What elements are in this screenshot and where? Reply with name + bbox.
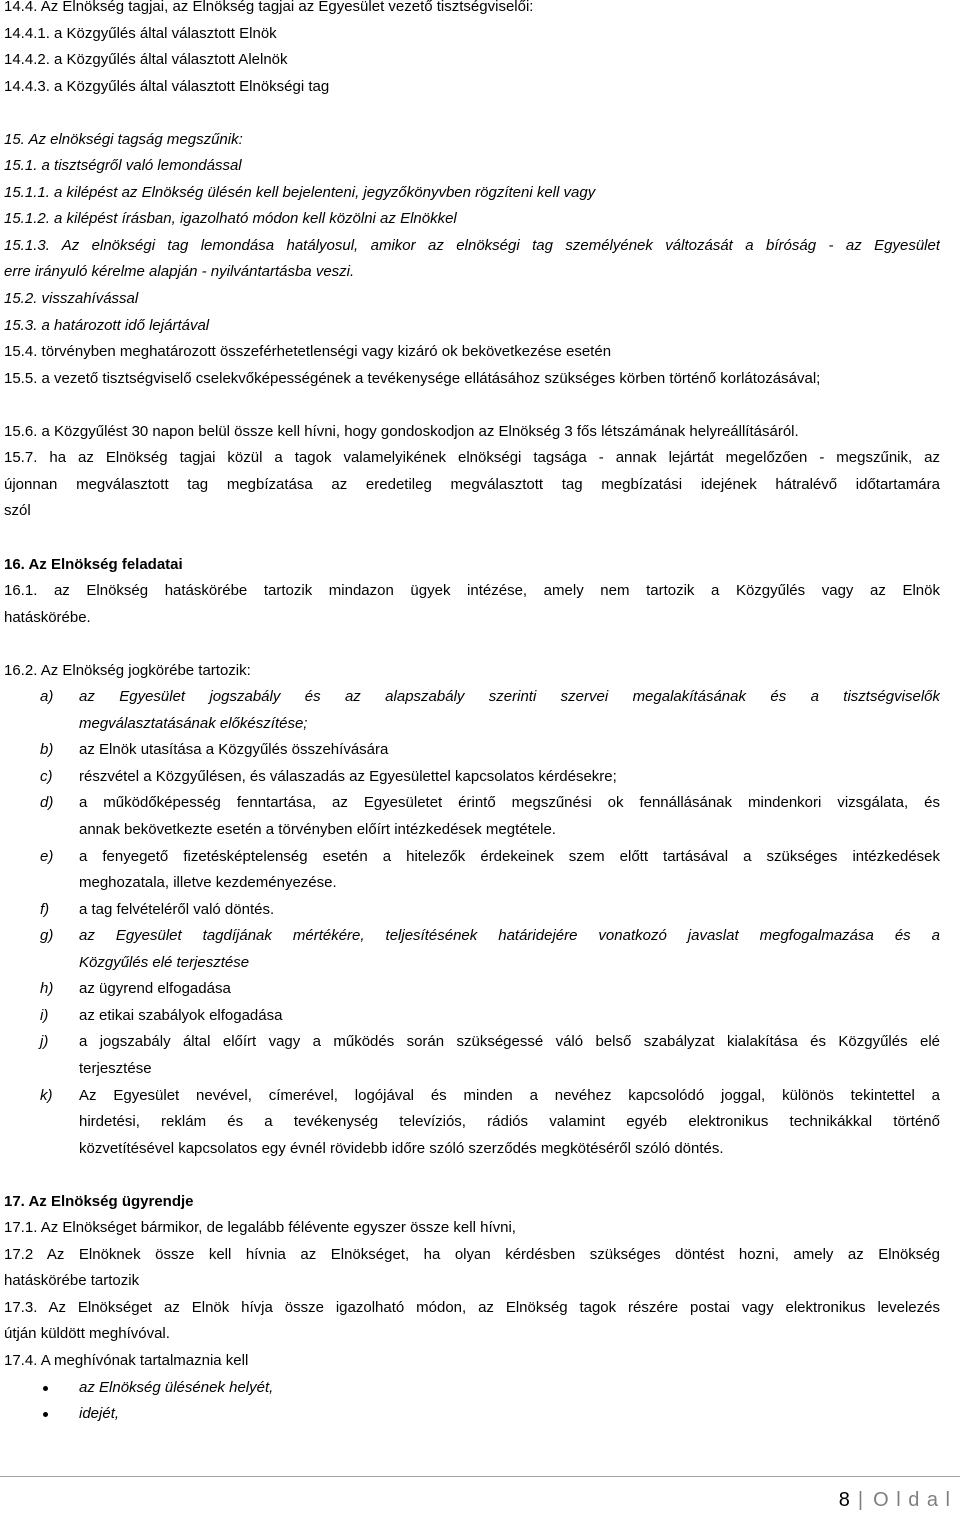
list-item-line: Közgyűlés elé terjesztése xyxy=(79,954,250,971)
paragraph-line: újonnan megválasztott tag megbízatása az eredetileg megválasztott tag megbízatási idejének hátralévő időtartamára xyxy=(4,476,940,493)
list-marker: k) xyxy=(40,1087,53,1104)
list-item-line: a jogszabály által előírt vagy a működés során szükségessé váló belső szabályzat kialakítása és Közgyűlés elé xyxy=(79,1033,940,1050)
paragraph-line: hatáskörébe tartozik xyxy=(4,1272,140,1289)
list-marker: g) xyxy=(40,927,54,944)
paragraph-line: 14.4.3. a Közgyűlés által választott Elnökségi tag xyxy=(4,78,330,95)
list-marker: i) xyxy=(40,1007,49,1024)
list-marker: j) xyxy=(40,1033,49,1050)
list-item-line: részvétel a Közgyűlésen, és válaszadás az Egyesülettel kapcsolatos kérdésekre; xyxy=(79,768,617,785)
list-item-line: Az Egyesület nevével, címerével, logójával és minden a nevéhez kapcsolódó joggal, különös tekintettel a xyxy=(79,1087,940,1104)
list-marker: b) xyxy=(40,741,54,758)
paragraph-line: 15.7. ha az Elnökség tagjai közül a tagok valamelyikének elnökségi tagsága - annak lejártát megelőzően - megszűnik, az xyxy=(4,449,940,466)
paragraph-line: 14.4.2. a Közgyűlés által választott Alelnök xyxy=(4,51,288,68)
list-marker: a) xyxy=(40,688,54,705)
list-item-line: az Elnök utasítása a Közgyűlés összehívására xyxy=(79,741,389,758)
list-item-line: az etikai szabályok elfogadása xyxy=(79,1007,283,1024)
paragraph-line: 15.1.2. a kilépést írásban, igazolható módon kell közölni az Elnökkel xyxy=(4,210,457,227)
paragraph-line: 14.4.1. a Közgyűlés által választott Elnök xyxy=(4,25,277,42)
list-item-line: a működőképesség fenntartása, az Egyesületet érintő megszűnési ok fennállásának mindenkori vizsgálata, és xyxy=(79,794,940,811)
footer-separator: | xyxy=(857,1489,864,1511)
list-marker: d) xyxy=(40,794,54,811)
paragraph-line: 15.1.3. Az elnökségi tag lemondása hatályosul, amikor az elnökségi tag személyének változását a bíróság - az Egyesület xyxy=(4,237,940,254)
list-item-line: terjesztése xyxy=(79,1060,152,1077)
list-item-line: annak bekövetkezte esetén a törvényben előírt intézkedések megtétele. xyxy=(79,821,556,838)
list-item-line: meghozatala, illetve kezdeményezése. xyxy=(79,874,337,891)
section-heading: 16. Az Elnökség feladatai xyxy=(4,556,183,573)
paragraph-line: útján küldött meghívóval. xyxy=(4,1325,170,1342)
page-footer xyxy=(839,1489,951,1511)
paragraph-line: 16.1. az Elnökség hatáskörébe tartozik mindazon ügyek intézése, amely nem tartozik a Közgyűlés vagy az Elnök xyxy=(4,582,940,599)
paragraph-line: 17.3. Az Elnökséget az Elnök hívja össze igazolható módon, az Elnökség tagok részére postai vagy elektronikus levelezés xyxy=(4,1299,940,1316)
paragraph-line: 15.1. a tisztségről való lemondással xyxy=(4,157,242,174)
footer-divider xyxy=(0,1476,960,1477)
list-item-line: a tag felvételéről való döntés. xyxy=(79,901,275,918)
paragraph-line: szól xyxy=(4,502,31,519)
paragraph-line: 15.2. visszahívással xyxy=(4,290,139,307)
paragraph-line: 15.5. a vezető tisztségviselő cselekvőképességének a tevékenysége ellátásához szükséges körben történő korlátozásával; xyxy=(4,370,821,387)
list-item-line: megválasztatásának előkészítése; xyxy=(79,715,308,732)
list-item-line: hirdetési, reklám és a tevékenység televíziós, rádiós valamint egyéb elektronikus technikákkal történő xyxy=(79,1113,940,1130)
list-marker: c) xyxy=(40,768,53,785)
paragraph-line: 15.4. törvényben meghatározott összeférhetetlenségi vagy kizáró ok bekövetkezése esetén xyxy=(4,343,612,360)
section-heading: 17. Az Elnökség ügyrendje xyxy=(4,1193,194,1210)
footer-label: O l d a l xyxy=(873,1489,951,1511)
bullet-icon xyxy=(43,1412,48,1417)
paragraph-line: 15.6. a Közgyűlést 30 napon belül össze kell hívni, hogy gondoskodjon az Elnökség 3 fős létszámának helyreállításáról. xyxy=(4,423,799,440)
list-item-line: közvetítésével kapcsolatos egy évnél rövidebb időre szóló szerződés megkötéséről szóló döntés. xyxy=(79,1140,724,1157)
list-marker: e) xyxy=(40,848,54,865)
paragraph-line: erre irányuló kérelme alapján - nyilvántartásba veszi. xyxy=(4,263,355,280)
section-heading: 15. Az elnökségi tagság megszűnik: xyxy=(4,131,243,148)
list-item-line: az Egyesület jogszabály és az alapszabály szerinti szervei megalakításának és a tisztségviselők xyxy=(79,688,940,705)
bullet-item: idejét, xyxy=(79,1405,120,1422)
paragraph-line: hatáskörébe. xyxy=(4,609,91,626)
bullet-icon xyxy=(43,1386,48,1391)
paragraph-line: 17.4. A meghívónak tartalmaznia kell xyxy=(4,1352,249,1369)
paragraph-line: 15.3. a határozott idő lejártával xyxy=(4,317,210,334)
list-marker: f) xyxy=(40,901,50,918)
page-number: 8 xyxy=(838,1489,850,1511)
list-marker: h) xyxy=(40,980,54,997)
paragraph-line: 17.2 Az Elnöknek össze kell hívnia az Elnökséget, ha olyan kérdésben szükséges döntést hozni, amely az Elnökség xyxy=(4,1246,940,1263)
paragraph-line: 16.2. Az Elnökség jogkörébe tartozik: xyxy=(4,662,251,679)
list-item-line: az ügyrend elfogadása xyxy=(79,980,231,997)
list-item-line: az Egyesület tagdíjának mértékére, teljesítésének határidejére vonatkozó javaslat megfogalmazása és a xyxy=(79,927,940,944)
paragraph-line: 15.1.1. a kilépést az Elnökség ülésén kell bejelenteni, jegyzőkönyvben rögzíteni kell vagy xyxy=(4,184,596,201)
bullet-item: az Elnökség ülésének helyét, xyxy=(79,1379,274,1396)
paragraph-line: 17.1. Az Elnökséget bármikor, de legalább félévente egyszer össze kell hívni, xyxy=(4,1219,516,1236)
list-item-line: a fenyegető fizetésképtelenség esetén a hitelezők érdekeinek szem előtt tartásával a szükséges intézkedések xyxy=(79,848,940,865)
paragraph-line: 14.4. Az Elnökség tagjai, az Elnökség tagjai az Egyesület vezető tisztségviselői: xyxy=(4,0,534,15)
